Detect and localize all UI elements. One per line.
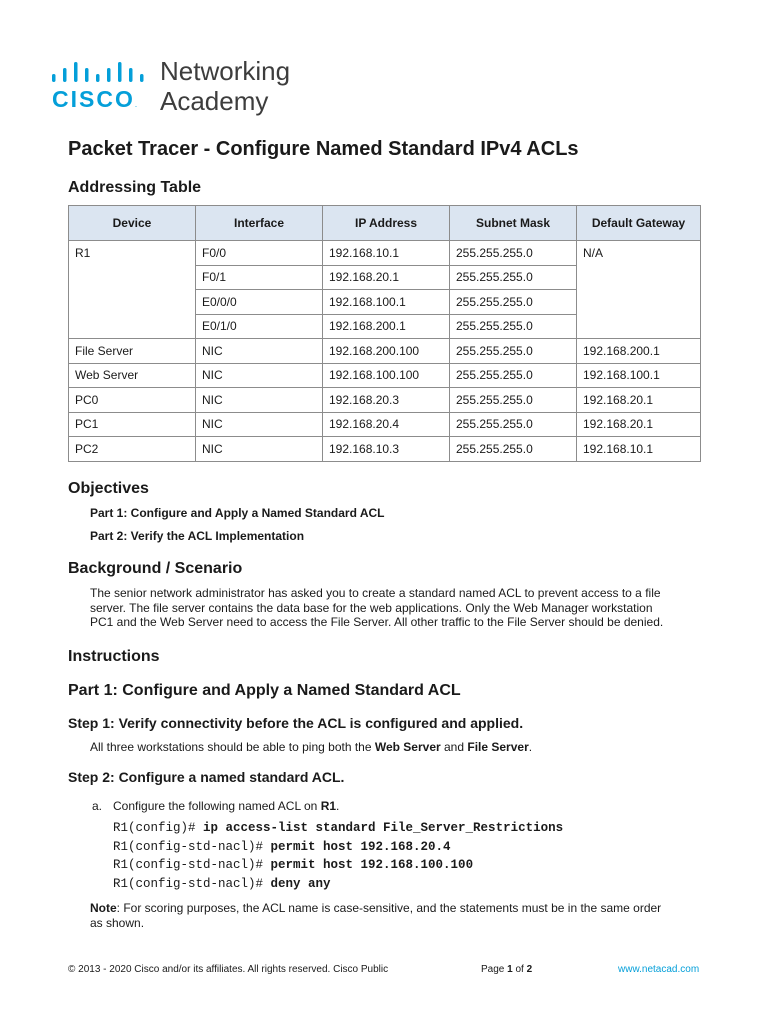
page-mid: of xyxy=(512,964,527,975)
step1-text-a: All three workstations should be able to ping both the xyxy=(90,740,375,754)
cell-mask: 255.255.255.0 xyxy=(450,363,577,388)
cell-gateway: 192.168.200.1 xyxy=(577,339,701,364)
cell-gateway: 192.168.10.1 xyxy=(577,437,701,462)
objective-part2: Part 2: Verify the ACL Implementation xyxy=(90,529,305,543)
table-row xyxy=(69,388,701,413)
cell-gateway: N/A xyxy=(577,241,701,266)
col-default-gateway: Default Gateway xyxy=(577,206,701,241)
cell-mask: 255.255.255.0 xyxy=(450,241,577,266)
note-text: : For scoring purposes, the ACL name is case-sensitive, and the statements must be in the same order xyxy=(116,901,662,915)
step2-item-end: . xyxy=(336,799,340,813)
objectives-heading: Objectives xyxy=(68,480,149,497)
step1-web-server: Web Server xyxy=(374,740,441,754)
cell-device-empty xyxy=(69,314,196,339)
cell-ip: 192.168.200.1 xyxy=(323,314,450,339)
cell-gateway: 192.168.20.1 xyxy=(577,412,701,437)
step1-text-c: . xyxy=(528,740,533,754)
page-total: 2 xyxy=(526,964,533,975)
cell-gateway-empty xyxy=(577,290,701,315)
code-command: permit host 192.168.20.4 xyxy=(270,840,451,854)
part1-heading: Part 1: Configure and Apply a Named Standard ACL xyxy=(68,682,461,699)
col-ip-address: IP Address xyxy=(323,206,450,241)
cell-interface: NIC xyxy=(196,412,323,437)
footer-page-number xyxy=(481,964,532,975)
cell-gateway: 192.168.20.1 xyxy=(577,388,701,413)
cell-ip: 192.168.20.1 xyxy=(323,265,450,290)
note-label: Note xyxy=(90,901,117,915)
cisco-wordmark: CISCO. xyxy=(52,86,138,112)
code-line-3 xyxy=(113,858,473,872)
cell-interface: NIC xyxy=(196,363,323,388)
code-command: permit host 192.168.100.100 xyxy=(270,858,474,872)
col-device: Device xyxy=(69,206,196,241)
logo-academy-text: Academy xyxy=(160,86,269,116)
table-header-row xyxy=(69,206,701,241)
code-line-1 xyxy=(113,821,563,835)
background-paragraph xyxy=(90,586,710,630)
cell-mask: 255.255.255.0 xyxy=(450,437,577,462)
cell-gateway-empty xyxy=(577,314,701,339)
table-row xyxy=(69,363,701,388)
table-row xyxy=(69,314,701,339)
cell-gateway: 192.168.100.1 xyxy=(577,363,701,388)
background-line-2: server. The file server contains the data base for the web applications. Only the Web Manager workstation xyxy=(90,600,653,615)
cell-interface: NIC xyxy=(196,437,323,462)
code-prompt: R1(config-std-nacl)# xyxy=(113,877,271,891)
cisco-networking-academy-logo xyxy=(52,56,312,118)
cell-ip: 192.168.20.3 xyxy=(323,388,450,413)
cell-ip: 192.168.100.100 xyxy=(323,363,450,388)
table-row xyxy=(69,339,701,364)
background-line-3: PC1 and the Web Server need to access the File Server. All other traffic to the File Server should be denied. xyxy=(90,615,664,629)
instructions-heading: Instructions xyxy=(68,648,160,665)
cell-mask: 255.255.255.0 xyxy=(450,290,577,315)
col-subnet-mask: Subnet Mask xyxy=(450,206,577,241)
cell-ip: 192.168.200.100 xyxy=(323,339,450,364)
cell-ip: 192.168.100.1 xyxy=(323,290,450,315)
code-prompt: R1(config-std-nacl)# xyxy=(113,858,271,872)
addressing-table xyxy=(68,205,701,462)
note-line-1 xyxy=(90,901,710,916)
step1-text xyxy=(90,740,710,755)
cell-interface: F0/1 xyxy=(196,265,323,290)
table-row xyxy=(69,412,701,437)
table-row xyxy=(69,437,701,462)
step2-item-marker: a. xyxy=(92,799,103,813)
background-heading: Background / Scenario xyxy=(68,560,243,577)
addressing-table-heading: Addressing Table xyxy=(68,179,202,196)
code-prompt: R1(config-std-nacl)# xyxy=(113,840,271,854)
cell-mask: 255.255.255.0 xyxy=(450,265,577,290)
cell-interface: E0/1/0 xyxy=(196,314,323,339)
step2-heading: Step 2: Configure a named standard ACL. xyxy=(68,769,345,785)
page-prefix: Page xyxy=(481,964,508,975)
step1-text-b: and xyxy=(440,740,468,754)
cell-ip: 192.168.20.4 xyxy=(323,412,450,437)
cell-device: Web Server xyxy=(69,363,196,388)
footer-netacad-link[interactable]: www.netacad.com xyxy=(618,964,700,975)
table-row xyxy=(69,290,701,315)
cell-ip: 192.168.10.3 xyxy=(323,437,450,462)
page-num: 1 xyxy=(507,964,513,975)
cell-mask: 255.255.255.0 xyxy=(450,412,577,437)
code-line-2 xyxy=(113,840,451,854)
code-prompt: R1(config)# xyxy=(113,821,204,835)
cell-device-empty xyxy=(69,290,196,315)
col-interface: Interface xyxy=(196,206,323,241)
note-line-2: as shown. xyxy=(90,915,145,930)
background-line-1: The senior network administrator has asked you to create a standard named ACL to prevent access to a file xyxy=(90,586,661,600)
cell-interface: E0/0/0 xyxy=(196,290,323,315)
page-title: Packet Tracer - Configure Named Standard IPv4 ACLs xyxy=(68,138,579,160)
step2-item-text: Configure the following named ACL on xyxy=(113,799,321,813)
objective-part1: Part 1: Configure and Apply a Named Standard ACL xyxy=(90,506,385,520)
cisco-bridge-icon xyxy=(52,62,152,86)
cell-device-empty xyxy=(69,265,196,290)
table-row xyxy=(69,241,701,266)
cell-device: File Server xyxy=(69,339,196,364)
cell-gateway-empty xyxy=(577,265,701,290)
footer-copyright: © 2013 - 2020 Cisco and/or its affiliates. All rights reserved. Cisco Public xyxy=(68,964,389,975)
code-line-4 xyxy=(113,877,331,891)
note-paragraph xyxy=(90,901,710,930)
cell-device: PC1 xyxy=(69,412,196,437)
logo-networking-text: Networking xyxy=(160,56,291,86)
cell-device: R1 xyxy=(69,241,196,266)
step2-item-r1: R1 xyxy=(320,799,337,813)
cell-ip: 192.168.10.1 xyxy=(323,241,450,266)
cell-device: PC2 xyxy=(69,437,196,462)
cell-mask: 255.255.255.0 xyxy=(450,314,577,339)
code-command: deny any xyxy=(270,877,331,891)
cell-interface: F0/0 xyxy=(196,241,323,266)
cell-mask: 255.255.255.0 xyxy=(450,388,577,413)
code-command: ip access-list standard File_Server_Restrictions xyxy=(203,821,564,835)
table-row xyxy=(69,265,701,290)
cell-device: PC0 xyxy=(69,388,196,413)
step2-item-a xyxy=(92,799,712,814)
step1-heading: Step 1: Verify connectivity before the ACL is configured and applied. xyxy=(68,715,524,731)
cell-interface: NIC xyxy=(196,388,323,413)
cell-interface: NIC xyxy=(196,339,323,364)
step1-file-server: File Server xyxy=(467,740,529,754)
cell-mask: 255.255.255.0 xyxy=(450,339,577,364)
